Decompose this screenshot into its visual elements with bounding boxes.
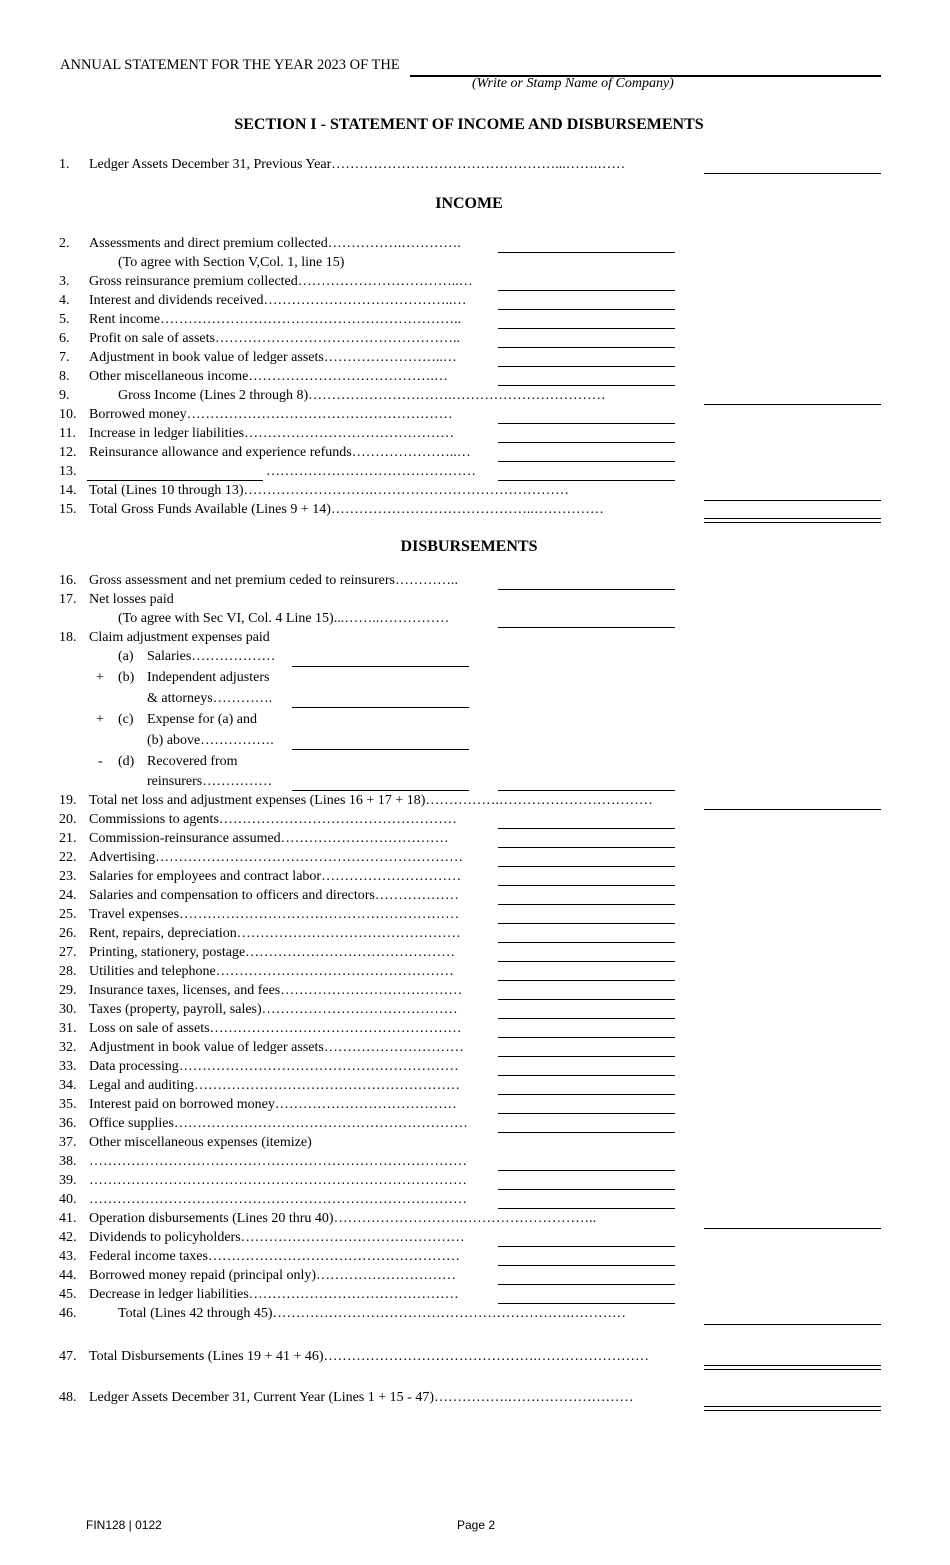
line-number: 21. bbox=[59, 831, 77, 846]
line-33 bbox=[0, 1057, 950, 1076]
line-10 bbox=[0, 405, 950, 424]
line-label: Other miscellaneous income………………………………….… bbox=[89, 369, 448, 384]
line-label: Rent income……………………………………………………….. bbox=[89, 312, 462, 327]
line-number: 10. bbox=[59, 407, 77, 422]
line-label: Ledger Assets December 31, Current Year (Lines 1 + 15 - 47)…………….……………………… bbox=[89, 1390, 634, 1405]
line-number: 7. bbox=[59, 350, 70, 365]
line-11 bbox=[0, 424, 950, 443]
line-label: Data processing…………………………………………………… bbox=[89, 1059, 459, 1074]
income-heading: INCOME bbox=[435, 195, 503, 212]
line-number: 22. bbox=[59, 850, 77, 865]
sub-letter: (c) bbox=[118, 712, 134, 727]
line-18d bbox=[0, 752, 950, 771]
line-number: 38. bbox=[59, 1154, 77, 1169]
line-number: 28. bbox=[59, 964, 77, 979]
line-number: 39. bbox=[59, 1173, 77, 1188]
line-number: 16. bbox=[59, 573, 77, 588]
line-31 bbox=[0, 1019, 950, 1038]
line-label: Gross assessment and net premium ceded to reinsurers………….. bbox=[89, 573, 458, 588]
line-label: Borrowed money………………………………………………… bbox=[89, 407, 453, 422]
line-number: 15. bbox=[59, 502, 77, 517]
line-number: 5. bbox=[59, 312, 70, 327]
line-number: 18. bbox=[59, 630, 77, 645]
line-15-amount[interactable] bbox=[704, 518, 881, 523]
line-number: 25. bbox=[59, 907, 77, 922]
line-number: 46. bbox=[59, 1306, 77, 1321]
sub-letter: (b) bbox=[118, 670, 135, 685]
line-7 bbox=[0, 348, 950, 367]
line-3 bbox=[0, 272, 950, 291]
line-26 bbox=[0, 924, 950, 943]
line-number: 34. bbox=[59, 1078, 77, 1093]
line-label: Interest paid on borrowed money………………………………… bbox=[89, 1097, 457, 1112]
line-label: Office supplies……………………………………………………… bbox=[89, 1116, 468, 1131]
line-18c-amount[interactable] bbox=[292, 749, 469, 750]
line-label: Reinsurance allowance and experience refunds…………………..… bbox=[89, 445, 471, 460]
line-number: 45. bbox=[59, 1287, 77, 1302]
line-43 bbox=[0, 1247, 950, 1266]
line-label: Decrease in ledger liabilities……………………………………… bbox=[89, 1287, 459, 1302]
line-48 bbox=[0, 1388, 950, 1407]
line-35 bbox=[0, 1095, 950, 1114]
line-46 bbox=[0, 1304, 950, 1323]
line-number: 14. bbox=[59, 483, 77, 498]
line-label: Gross Income (Lines 2 through 8)………………………….…………………………… bbox=[118, 388, 606, 403]
line-label: Total net loss and adjustment expenses (Lines 16 + 17 + 18)…………….…………………………… bbox=[89, 793, 653, 808]
line-18b-amount[interactable] bbox=[292, 707, 469, 708]
sub-label: Salaries……………… bbox=[147, 649, 276, 664]
line-number: 48. bbox=[59, 1390, 77, 1405]
line-label: Total Disbursements (Lines 19 + 41 + 46)……………………………………….…………………… bbox=[89, 1349, 649, 1364]
line-label: Borrowed money repaid (principal only)………………………… bbox=[89, 1268, 457, 1283]
line-number: 35. bbox=[59, 1097, 77, 1112]
line-label: Utilities and telephone…………………………………………… bbox=[89, 964, 454, 979]
line-number: 43. bbox=[59, 1249, 77, 1264]
line-label: Rent, repairs, depreciation………………………………………… bbox=[89, 926, 461, 941]
line-label: Total (Lines 10 through 13)……………………….…………………………………… bbox=[89, 483, 570, 498]
line-13 bbox=[0, 462, 950, 481]
line-label: Other miscellaneous expenses (itemize) bbox=[89, 1135, 312, 1150]
line-number: 29. bbox=[59, 983, 77, 998]
line-18 bbox=[0, 628, 950, 647]
line-label: Loss on sale of assets……………………………………………… bbox=[89, 1021, 462, 1036]
line-47-amount[interactable] bbox=[704, 1365, 881, 1370]
line-27 bbox=[0, 943, 950, 962]
line-number: 2. bbox=[59, 236, 70, 251]
page-number: Page 2 bbox=[457, 1518, 496, 1532]
line-39 bbox=[0, 1171, 950, 1190]
line-number: 9. bbox=[59, 388, 70, 403]
line-label: Total (Lines 42 through 45)……………………………………………………….………… bbox=[118, 1306, 627, 1321]
line-label: Claim adjustment expenses paid bbox=[89, 630, 270, 645]
line-note: (To agree with Section V,Col. 1, line 15) bbox=[118, 255, 345, 270]
sub-label: Expense for (a) and bbox=[147, 712, 258, 727]
line-number: 17. bbox=[59, 592, 77, 607]
line-label: Gross reinsurance premium collected……………………………..… bbox=[89, 274, 473, 289]
line-label: Increase in ledger liabilities……………………………………… bbox=[89, 426, 455, 441]
line-label: ……………………………………………………………………… bbox=[89, 1154, 467, 1169]
line-36 bbox=[0, 1114, 950, 1133]
line-number: 23. bbox=[59, 869, 77, 884]
line-34 bbox=[0, 1076, 950, 1095]
line-18c bbox=[0, 710, 950, 729]
line-label: Advertising………………………………………………………… bbox=[89, 850, 464, 865]
sub-label: reinsurers…………… bbox=[147, 774, 273, 789]
line-16 bbox=[0, 571, 950, 590]
line-label: Travel expenses…………………………………………………… bbox=[89, 907, 460, 922]
line-number: 13. bbox=[59, 464, 77, 479]
line-label: Legal and auditing………………………………………………… bbox=[89, 1078, 460, 1093]
line-12 bbox=[0, 443, 950, 462]
line-9 bbox=[0, 386, 950, 405]
sub-label: Independent adjusters bbox=[147, 670, 270, 685]
section-title: SECTION I - STATEMENT OF INCOME AND DISBURSEMENTS bbox=[234, 116, 704, 133]
line-number: 30. bbox=[59, 1002, 77, 1017]
line-label: Operation disbursements (Lines 20 thru 40)……………………….……………………….. bbox=[89, 1211, 597, 1226]
sub-label: Recovered from bbox=[147, 754, 238, 769]
line-label: Taxes (property, payroll, sales)…………………………………… bbox=[89, 1002, 458, 1017]
line-18a bbox=[0, 647, 950, 666]
disbursements-heading: DISBURSEMENTS bbox=[400, 538, 538, 555]
line-8 bbox=[0, 367, 950, 386]
line-17-note bbox=[0, 609, 950, 628]
line-number: 20. bbox=[59, 812, 77, 827]
sub-label: (b) above……………. bbox=[147, 733, 274, 748]
sub-sign: + bbox=[96, 712, 104, 727]
line-30 bbox=[0, 1000, 950, 1019]
line-label: Profit on sale of assets…………………………………………….. bbox=[89, 331, 460, 346]
line-label: Net losses paid bbox=[89, 592, 174, 607]
line-number: 40. bbox=[59, 1192, 77, 1207]
line-number: 31. bbox=[59, 1021, 77, 1036]
line-29 bbox=[0, 981, 950, 1000]
line-label: Adjustment in book value of ledger assets………………………… bbox=[89, 1040, 464, 1055]
line-number: 8. bbox=[59, 369, 70, 384]
line-note: (To agree with Sec VI, Col. 4 Line 15)...……..…………… bbox=[118, 611, 450, 626]
line-1 bbox=[0, 155, 950, 174]
line-5 bbox=[0, 310, 950, 329]
line-label: ……………………………………………………………………… bbox=[89, 1192, 467, 1207]
line-label: Federal income taxes……………………………………………… bbox=[89, 1249, 460, 1264]
line-32 bbox=[0, 1038, 950, 1057]
line-18a-amount[interactable] bbox=[292, 666, 469, 667]
line-15 bbox=[0, 500, 950, 519]
statement-title: ANNUAL STATEMENT FOR THE YEAR 2023 OF THE bbox=[60, 57, 400, 73]
line-label: Salaries and compensation to officers and directors……………… bbox=[89, 888, 459, 903]
line-number: 12. bbox=[59, 445, 77, 460]
line-number: 37. bbox=[59, 1135, 77, 1150]
line-number: 24. bbox=[59, 888, 77, 903]
line-number: 32. bbox=[59, 1040, 77, 1055]
line-38 bbox=[0, 1152, 950, 1171]
line-24 bbox=[0, 886, 950, 905]
line-label: ……………………………………………………………………… bbox=[89, 1173, 467, 1188]
line-label: Total Gross Funds Available (Lines 9 + 14)……………………………………..…………… bbox=[89, 502, 604, 517]
line-40 bbox=[0, 1190, 950, 1209]
line-label: Assessments and direct premium collected…………….…………. bbox=[89, 236, 461, 251]
line-4 bbox=[0, 291, 950, 310]
line-1-amount[interactable] bbox=[704, 173, 881, 174]
line-46-amount[interactable] bbox=[704, 1324, 881, 1325]
line-48-amount[interactable] bbox=[704, 1406, 881, 1411]
sub-letter: (a) bbox=[118, 649, 134, 664]
line-label: Dividends to policyholders………………………………………… bbox=[89, 1230, 465, 1245]
line-17 bbox=[0, 590, 950, 609]
company-caption: (Write or Stamp Name of Company) bbox=[472, 76, 674, 91]
line-45 bbox=[0, 1285, 950, 1304]
line-label: Commission-reinsurance assumed……………………………… bbox=[89, 831, 449, 846]
line-20 bbox=[0, 810, 950, 829]
line-number: 47. bbox=[59, 1349, 77, 1364]
line-label: Insurance taxes, licenses, and fees………………………………… bbox=[89, 983, 463, 998]
line-22 bbox=[0, 848, 950, 867]
line-18b bbox=[0, 668, 950, 687]
line-number: 27. bbox=[59, 945, 77, 960]
line-number: 4. bbox=[59, 293, 70, 308]
line-label: Salaries for employees and contract labor………………………… bbox=[89, 869, 462, 884]
line-2-note bbox=[0, 253, 950, 272]
line-number: 19. bbox=[59, 793, 77, 808]
line-37 bbox=[0, 1133, 950, 1152]
line-number: 3. bbox=[59, 274, 70, 289]
line-21 bbox=[0, 829, 950, 848]
line-28 bbox=[0, 962, 950, 981]
sub-label: & attorneys…………. bbox=[147, 691, 273, 706]
line-label: Interest and dividends received…………………………………..… bbox=[89, 293, 467, 308]
sub-letter: (d) bbox=[118, 754, 135, 769]
line-25 bbox=[0, 905, 950, 924]
line-18d-cont bbox=[0, 772, 950, 791]
line-label: Commissions to agents…………………………………………… bbox=[89, 812, 457, 827]
line-44 bbox=[0, 1266, 950, 1285]
line-number: 36. bbox=[59, 1116, 77, 1131]
line-label: Ledger Assets December 31, Previous Year…………………………………………...…….…… bbox=[89, 157, 626, 172]
sub-sign: + bbox=[96, 670, 104, 685]
line-label: ……………………………………… bbox=[266, 464, 476, 479]
line-18c-cont bbox=[0, 731, 950, 750]
line-number: 41. bbox=[59, 1211, 77, 1226]
line-number: 6. bbox=[59, 331, 70, 346]
line-number: 33. bbox=[59, 1059, 77, 1074]
line-14 bbox=[0, 481, 950, 500]
line-number: 44. bbox=[59, 1268, 77, 1283]
line-41 bbox=[0, 1209, 950, 1228]
line-number: 1. bbox=[59, 157, 70, 172]
line-42 bbox=[0, 1228, 950, 1247]
line-label: Adjustment in book value of ledger assets……………………..… bbox=[89, 350, 457, 365]
line-6 bbox=[0, 329, 950, 348]
line-label: Printing, stationery, postage……………………………………… bbox=[89, 945, 456, 960]
line-18b-cont bbox=[0, 689, 950, 708]
line-47 bbox=[0, 1347, 950, 1366]
form-id: FIN128 | 0122 bbox=[86, 1518, 162, 1532]
line-19 bbox=[0, 791, 950, 810]
line-number: 11. bbox=[59, 426, 76, 441]
sub-sign: - bbox=[98, 754, 103, 769]
line-number: 26. bbox=[59, 926, 77, 941]
line-23 bbox=[0, 867, 950, 886]
line-number: 42. bbox=[59, 1230, 77, 1245]
line-2 bbox=[0, 234, 950, 253]
